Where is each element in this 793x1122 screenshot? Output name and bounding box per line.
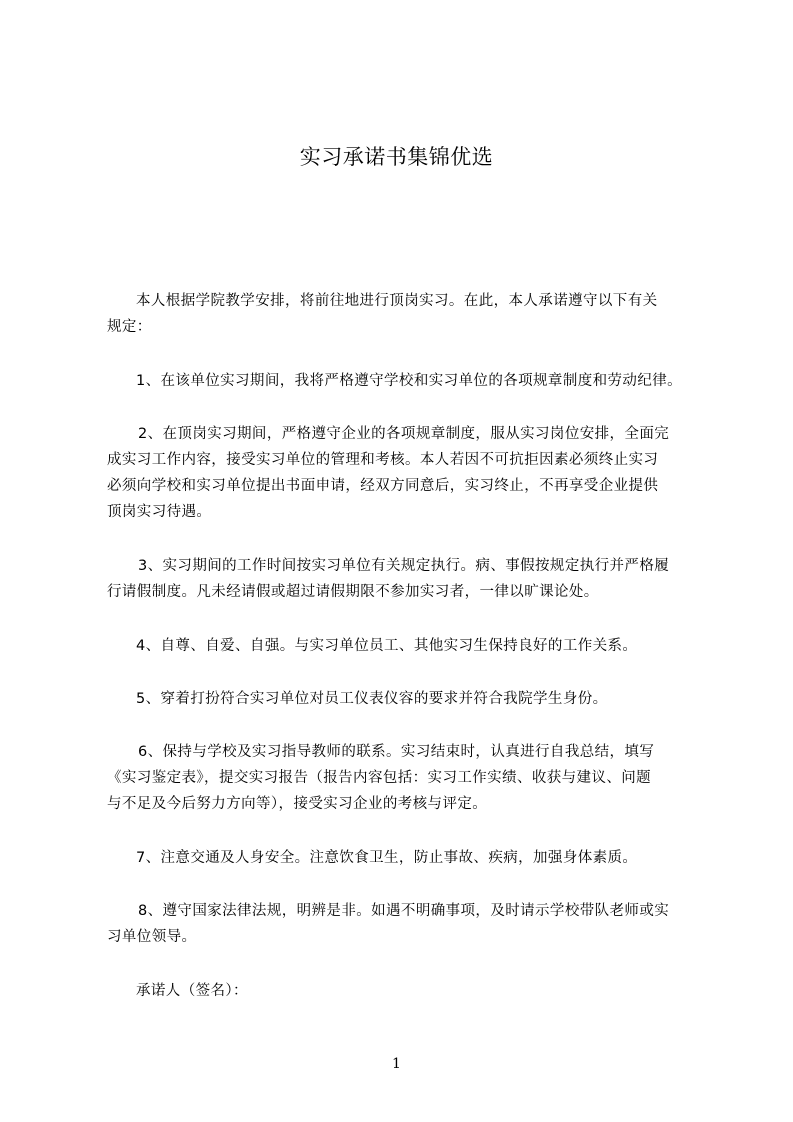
page-title: 实习承诺书集锦优选: [299, 145, 494, 169]
clause-line: 7、注意交通及人身安全。注意饮食卫生，防止事故、疾病，加强身体素质。: [136, 850, 638, 866]
clause-line: 1、在该单位实习期间，我将严格遵守学校和实习单位的各项规章制度和劳动纪律。: [136, 373, 683, 389]
signature-label: 承诺人（签名）：: [136, 983, 248, 999]
clause-line: 《实习鉴定表》，提交实习报告（报告内容包括：实习工作实绩、收获与建议、问题: [107, 770, 652, 786]
clause-line: 2、在顶岗实习期间，严格遵守企业的各项规章制度，服从实习岗位安排，全面完: [138, 426, 670, 442]
intro-line: 规定：: [107, 319, 152, 335]
clause-line: 行请假制度。凡未经请假或超过请假期限不参加实习者，一律以旷课论处。: [107, 584, 599, 600]
clause-line: 8、遵守国家法律法规，明辨是非。如遇不明确事项，及时请示学校带队老师或实: [138, 903, 670, 919]
clause-line: 必须向学校和实习单位提出书面申请，经双方同意后，实习终止，不再享受企业提供: [107, 478, 659, 494]
page-number: 1: [392, 1056, 401, 1072]
clause-line: 6、保持与学校及实习指导教师的联系。实习结束时，认真进行自我总结，填写: [138, 744, 655, 760]
clause-line: 3、实习期间的工作时间按实习单位有关规定执行。病、事假按规定执行并严格履: [138, 558, 670, 574]
clause-line: 4、自尊、自爱、自强。与实习单位员工、其他实习生保持良好的工作关系。: [136, 638, 638, 654]
clause-line: 成实习工作内容，接受实习单位的管理和考核。本人若因不可抗拒因素必须终止实习: [107, 452, 659, 468]
clause-line: 与不足及今后努力方向等），接受实习企业的考核与评定。: [107, 796, 488, 812]
clause-line: 顶岗实习待遇。: [107, 504, 212, 520]
clause-line: 5、穿着打扮符合实习单位对员工仪表仪容的要求并符合我院学生身份。: [136, 691, 608, 707]
intro-line: 本人根据学院教学安排，将前往地进行顶岗实习。在此，本人承诺遵守以下有关: [136, 293, 658, 309]
clause-line: 习单位领导。: [107, 929, 197, 945]
